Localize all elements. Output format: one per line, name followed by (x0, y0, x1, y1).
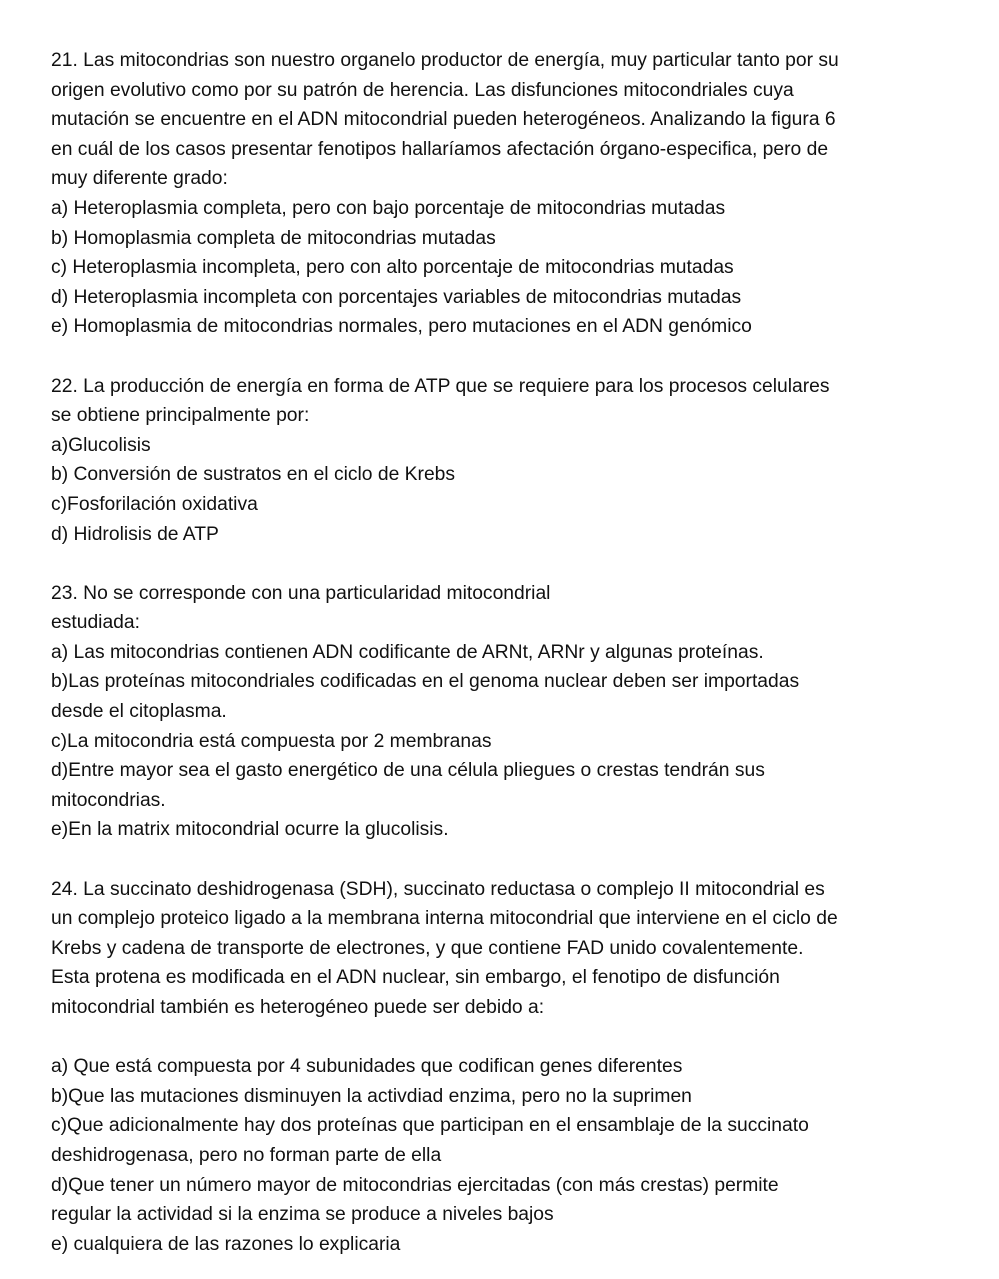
question-23-option-d-cont: mitocondrias. (51, 789, 166, 811)
question-21-option-e: e) Homoplasmia de mitocondrias normales, pero mutaciones en el ADN genómico (51, 316, 752, 338)
question-24-stem-line: Krebs y cadena de transporte de electrones, y que contiene FAD unido covalentemente. (51, 937, 804, 959)
question-21-stem-line: mutación se encuentre en el ADN mitocondrial pueden heterogéneos. Analizando la figura 6 (51, 109, 836, 131)
question-24-option-a: a) Que está compuesta por 4 subunidades que codifican genes diferentes (51, 1056, 683, 1078)
question-23-option-a: a) Las mitocondrias contienen ADN codificante de ARNt, ARNr y algunas proteínas. (51, 641, 764, 663)
question-22-stem-line: se obtiene principalmente por: (51, 405, 310, 427)
question-21-stem-line: muy diferente grado: (51, 168, 228, 190)
question-23-stem-line: estudiada: (51, 612, 140, 634)
question-22-stem-line: 22. La producción de energía en forma de ATP que se requiere para los procesos celulares (51, 375, 830, 397)
question-24-stem-line: mitocondrial también es heterogéneo puede ser debido a: (51, 997, 545, 1018)
question-24-stem-line: 24. La succinato deshidrogenasa (SDH), succinato reductasa o complejo II mitocondrial es (51, 878, 825, 900)
question-23-option-d: d)Entre mayor sea el gasto energético de una célula pliegues o crestas tendrán sus (51, 760, 765, 782)
question-21-stem-line: en cuál de los casos presentar fenotipos hallaríamos afectación órgano-especifica, pero de (51, 138, 829, 160)
question-23-stem-line: 23. No se corresponde con una particularidad mitocondrial (51, 582, 551, 604)
question-24-option-c-cont: deshidrogenasa, pero no forman parte de ella (51, 1144, 442, 1166)
question-21-option-c: c) Heteroplasmia incompleta, pero con alto porcentaje de mitocondrias mutadas (51, 257, 734, 279)
document-page (51, 46, 981, 1259)
question-22-option-c: c)Fosforilación oxidativa (51, 493, 258, 515)
question-24-stem-line: un complejo proteico ligado a la membrana interna mitocondrial que interviene en el ciclo de (51, 908, 838, 930)
question-21-option-b: b) Homoplasmia completa de mitocondrias mutadas (51, 227, 496, 249)
question-22-option-a: a)Glucolisis (51, 434, 151, 456)
blank-line (51, 1023, 981, 1053)
question-22-option-d: d) Hidrolisis de ATP (51, 523, 219, 545)
question-23-option-c: c)La mitocondria está compuesta por 2 membranas (51, 730, 492, 752)
question-24-option-b: b)Que las mutaciones disminuyen la activdiad enzima, pero no la suprimen (51, 1085, 692, 1107)
question-21-option-d: d) Heteroplasmia incompleta con porcentajes variables de mitocondrias mutadas (51, 286, 742, 308)
question-24 (51, 875, 981, 1260)
question-24-option-d-cont: regular la actividad si la enzima se produce a niveles bajos (51, 1204, 554, 1226)
question-22 (51, 372, 981, 550)
question-23-option-b-cont: desde el citoplasma. (51, 701, 227, 723)
question-24-option-d: d)Que tener un número mayor de mitocondrias ejercitadas (con más crestas) permite (51, 1174, 779, 1196)
question-24-option-c: c)Que adicionalmente hay dos proteínas que participan en el ensamblaje de la succinato (51, 1115, 809, 1137)
question-24-option-e: e) cualquiera de las razones lo explicaria (51, 1233, 401, 1255)
question-21-stem-line: 21. Las mitocondrias son nuestro organelo productor de energía, muy particular tanto por su (51, 50, 839, 71)
question-24-stem-line: Esta protena es modificada en el ADN nuclear, sin embargo, el fenotipo de disfunción (51, 967, 780, 989)
question-21 (51, 46, 981, 342)
question-22-option-b: b) Conversión de sustratos en el ciclo de Krebs (51, 464, 456, 486)
question-23-option-b: b)Las proteínas mitocondriales codificadas en el genoma nuclear deben ser importadas (51, 671, 800, 693)
question-21-option-a: a) Heteroplasmia completa, pero con bajo porcentaje de mitocondrias mutadas (51, 197, 726, 219)
question-23-option-e: e)En la matrix mitocondrial ocurre la glucolisis. (51, 819, 449, 841)
question-23 (51, 579, 981, 845)
question-21-stem-line: origen evolutivo como por su patrón de herencia. Las disfunciones mitocondriales cuya (51, 79, 794, 101)
